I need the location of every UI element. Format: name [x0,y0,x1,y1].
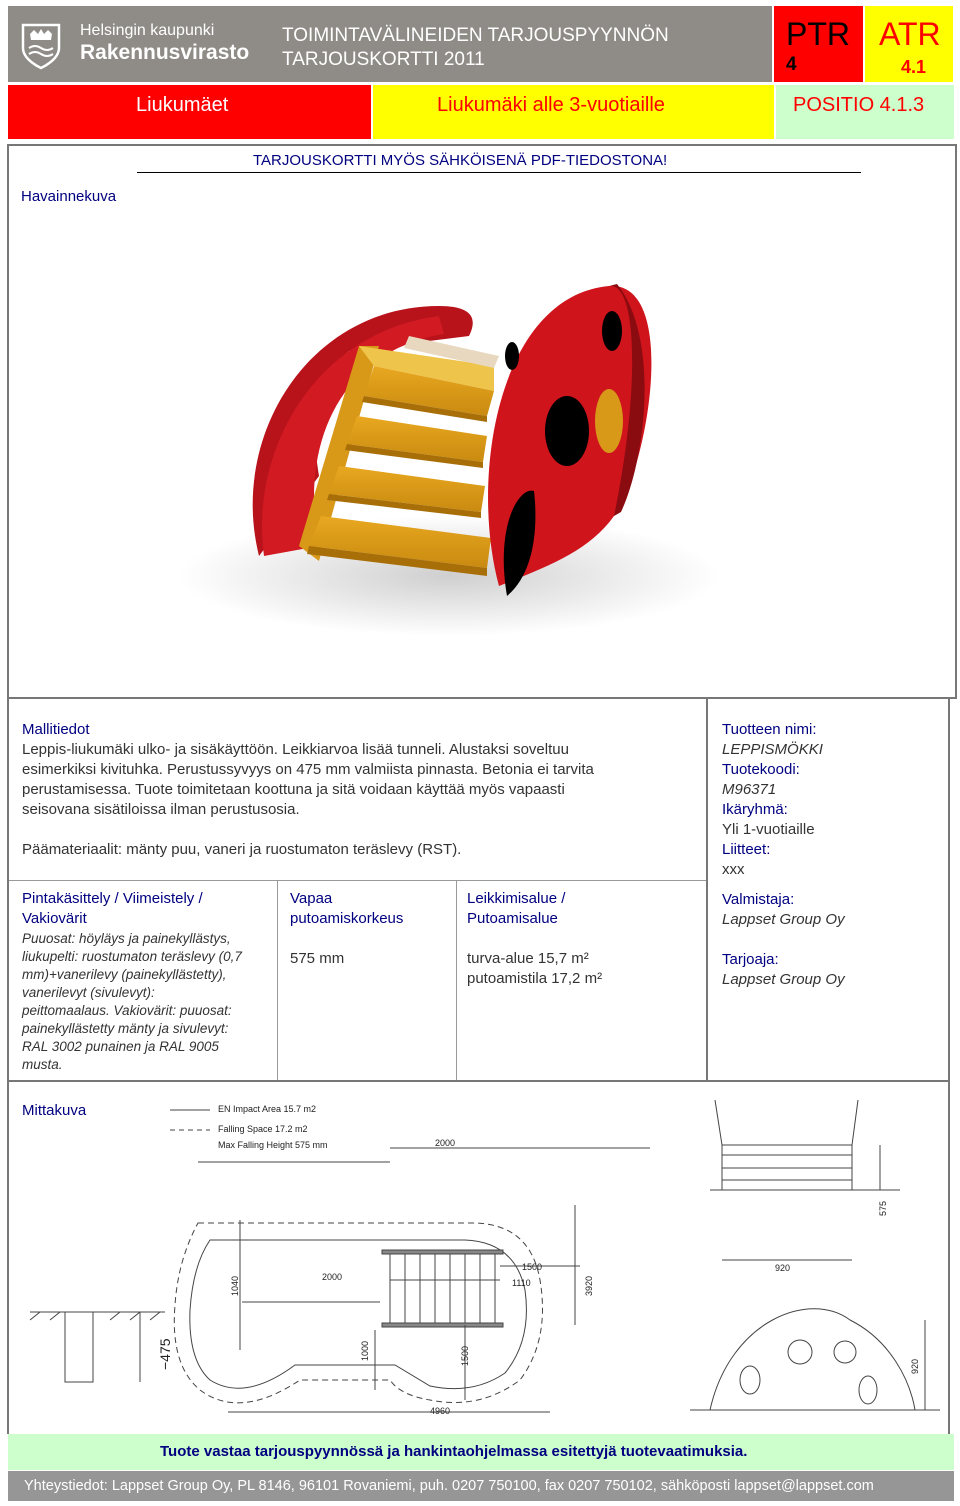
dimension-drawing [10,1090,946,1430]
helsinki-crest-icon [20,22,62,70]
legend-fall-height: Max Falling Height 575 mm [218,1140,328,1150]
details-frame-bottom [7,1080,950,1082]
play-area-heading: Putoamisalue [467,910,558,927]
dim-label: 1000 [360,1340,370,1361]
dim-label: 920 [775,1263,791,1273]
finish-heading: Pintakäsittely / Viimeistely / [22,890,203,907]
org-department: Rakennusvirasto [80,41,250,64]
dim-label: 1110 [512,1278,531,1288]
attachments: xxx [722,861,745,878]
age-group: Yli 1-vuotiaille [722,821,815,838]
dim-label: 1500 [522,1262,543,1272]
model-description [22,740,702,820]
fall-height-value: 575 mm [290,950,345,967]
finish-line: Puuosat: höyläys ja painekyllästys, [22,931,231,946]
dim-label: 575 [878,1200,888,1216]
drawing-frame-left [7,1082,9,1434]
atr-label: ATR [879,16,941,52]
product-code: M96371 [722,781,777,798]
image-section-label: Havainnekuva [21,188,117,205]
card-title-line1: TOIMINTAVÄLINEIDEN TARJOUSPYYNNÖN [282,25,669,46]
model-line: seisovana sisätiloissa ilman perustusosia. [22,801,300,818]
category-title: Liukumäet [136,94,229,116]
attachments-label: Liitteet: [722,841,771,858]
finish-text [22,930,274,1074]
model-heading: Mallitiedot [22,721,90,738]
notice-underline [137,172,861,173]
dim-label: 1040 [230,1275,240,1296]
contact-text: Yhteystiedot: Lappset Group Oy, PL 8146, 96101 Rovaniemi, puh. 0207 750100, fax 0207 750102, sähköposti lappset@lappset.com [24,1478,874,1494]
atr-cell [865,6,953,82]
details-frame-mid [706,699,708,1082]
finish-line: mm)+vanerilevy (painekyllästetty), [22,967,227,982]
play-area-value: turva-alue 15,7 m² [467,950,589,967]
model-line: perustamisessa. Tuote toimitetaan koottuna ja sitä voidaan käyttää myös vapaasti [22,781,565,798]
play-area-heading: Leikkimisalue / [467,890,566,907]
card-title-line2: TARJOUSKORTTI 2011 [282,49,485,70]
model-line: esimerkiksi kivituhka. Perustussyvyys on 475 mm valmiista pinnasta. Betonia ei tarvita [22,761,594,778]
finish-line: painekyllästetty mänty ja sivulevyt: [22,1021,229,1036]
drawing-frame-right [948,1082,950,1434]
atr-value: 4.1 [901,57,927,77]
header-title-cell [274,6,772,82]
fall-height-cell [290,889,450,969]
position-cell [776,85,954,139]
finish-line: RAL 3002 punainen ja RAL 9005 [22,1039,219,1054]
manufacturer: Lappset Group Oy [722,911,845,928]
legend-falling-space: Falling Space 17.2 m2 [218,1124,308,1134]
details-divider-col2 [456,880,457,1080]
product-name: LEPPISMÖKKI [722,741,823,758]
details-frame-left [7,699,9,1082]
finish-line: peittomaalaus. Vakiovärit: puuosat: [22,1003,232,1018]
subcategory-cell [373,85,774,139]
finish-line: musta. [22,1057,63,1072]
requirement-text: Tuote vastaa tarjouspyynnössä ja hankintaohjelmassa esitettyjä tuotevaatimuksia. [160,1443,748,1460]
category-cell [8,85,371,139]
dim-label: 1500 [460,1345,470,1366]
dim-label: 920 [910,1358,920,1374]
details-divider-col1 [277,880,278,1080]
product-info [722,720,947,990]
age-group-label: Ikäryhmä: [722,801,788,818]
dim-label: 3920 [584,1275,594,1296]
finish-line: liukupelti: ruostumaton teräslevy (0,7 [22,949,242,964]
position-title: POSITIO 4.1.3 [793,94,925,116]
materials-text: Päämateriaalit: mänty puu, vaneri ja ruostumaton teräslevy (RST). [22,841,462,858]
product-code-label: Tuotekoodi: [722,761,800,778]
contact-bar [8,1471,954,1501]
requirement-banner [8,1434,954,1470]
drawing-label: Mittakuva [22,1102,87,1119]
ptr-value: 4 [786,54,797,75]
details-divider-row [9,880,706,881]
product-name-label: Tuotteen nimi: [722,721,817,738]
product-render-image [169,216,729,636]
fall-height-heading: Vapaa [290,890,333,907]
dim-label: 2000 [322,1272,343,1282]
manufacturer-label: Valmistaja: [722,891,795,908]
header-logo-cell [8,6,274,82]
ptr-label: PTR [786,16,850,52]
notice-text: TARJOUSKORTTI MYÖS SÄHKÖISENÄ PDF-TIEDOSTONA! [253,152,668,169]
image-section [7,144,957,699]
model-line: Leppis-liukumäki ulko- ja sisäkäyttöön. Leikkiarvoa lisää tunneli. Alustaksi soveltuu [22,741,569,758]
finish-line: vanerilevyt (sivulevyt): [22,985,155,1000]
play-area-value: putoamistila 17,2 m² [467,970,603,987]
details-frame-right [948,699,950,1082]
supplier: Lappset Group Oy [722,971,845,988]
legend-impact-area: EN Impact Area 15.7 m2 [218,1104,317,1114]
play-area-cell [467,889,697,989]
dim-label: 2000 [435,1138,456,1148]
dim-label: −475 [157,1338,173,1370]
ptr-cell [774,6,863,82]
fall-height-heading: putoamiskorkeus [290,910,404,927]
supplier-label: Tarjoaja: [722,951,779,968]
finish-heading: Vakiovärit [22,910,87,927]
org-name: Helsingin kaupunki [80,22,215,39]
dim-label: 4960 [430,1406,451,1416]
finish-cell [22,889,274,1074]
subcategory-title: Liukumäki alle 3-vuotiaille [437,94,665,116]
